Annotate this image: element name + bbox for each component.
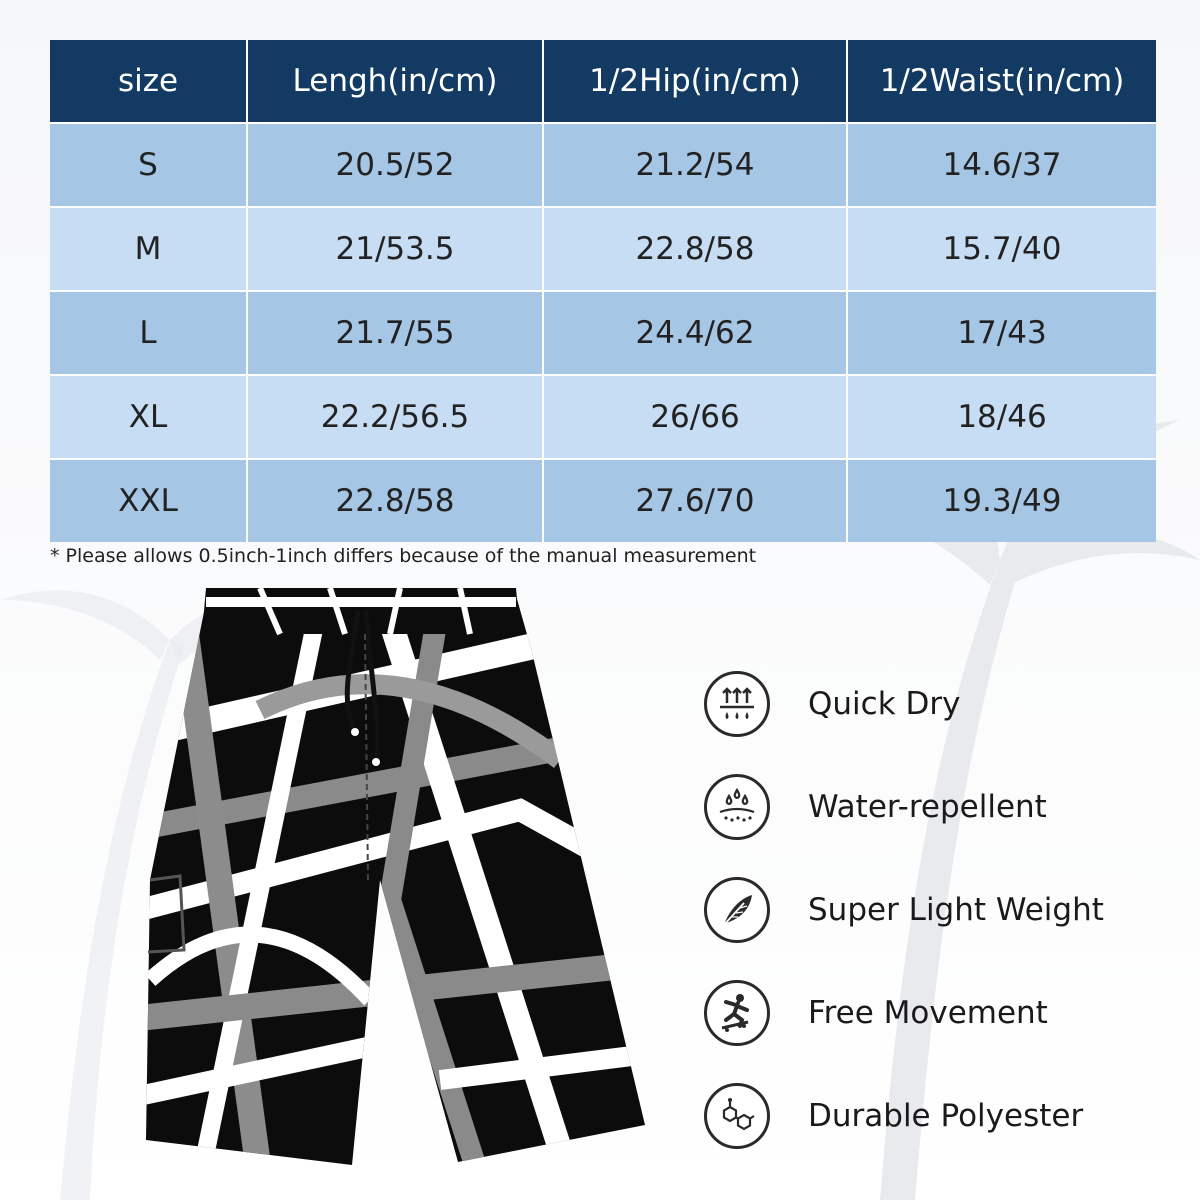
feature-label: Free Movement xyxy=(808,994,1048,1031)
table-cell-size: S xyxy=(50,124,246,206)
table-cell-size: XL xyxy=(50,376,246,458)
table-cell: 27.6/70 xyxy=(544,460,846,542)
table-cell: 26/66 xyxy=(544,376,846,458)
table-cell-size: XXL xyxy=(50,460,246,542)
table-cell: 20.5/52 xyxy=(248,124,542,206)
table-cell: 19.3/49 xyxy=(848,460,1156,542)
molecule-icon xyxy=(704,1083,770,1149)
table-cell: 22.2/56.5 xyxy=(248,376,542,458)
skater-icon xyxy=(704,980,770,1046)
quick-dry-icon xyxy=(704,671,770,737)
board-shorts-image xyxy=(140,580,660,1170)
table-header-cell: Lengh(in/cm) xyxy=(248,40,542,122)
table-cell: 15.7/40 xyxy=(848,208,1156,290)
feature-free-movement xyxy=(704,961,1174,1064)
table-cell: 22.8/58 xyxy=(544,208,846,290)
table-header-cell: 1/2Hip(in/cm) xyxy=(544,40,846,122)
table-cell: 21/53.5 xyxy=(248,208,542,290)
table-cell-size: M xyxy=(50,208,246,290)
table-cell: 22.8/58 xyxy=(248,460,542,542)
table-cell-size: L xyxy=(50,292,246,374)
feather-icon xyxy=(704,877,770,943)
feature-quick-dry xyxy=(704,652,1174,755)
feature-label: Durable Polyester xyxy=(808,1097,1084,1134)
feature-label: Quick Dry xyxy=(808,685,961,722)
size-chart-table xyxy=(50,40,1150,532)
table-header-cell: size xyxy=(50,40,246,122)
table-cell: 14.6/37 xyxy=(848,124,1156,206)
table-cell: 18/46 xyxy=(848,376,1156,458)
table-cell: 24.4/62 xyxy=(544,292,846,374)
feature-water-repellent xyxy=(704,755,1174,858)
feature-label: Water-repellent xyxy=(808,788,1047,825)
table-cell: 17/43 xyxy=(848,292,1156,374)
feature-durable-polyester xyxy=(704,1064,1174,1167)
table-cell: 21.7/55 xyxy=(248,292,542,374)
feature-list xyxy=(704,652,1174,1167)
measurement-note: * Please allows 0.5inch-1inch differs because of the manual measurement xyxy=(50,545,757,567)
table-header-cell: 1/2Waist(in/cm) xyxy=(848,40,1156,122)
water-repellent-icon xyxy=(704,774,770,840)
table-cell: 21.2/54 xyxy=(544,124,846,206)
feature-super-light-weight xyxy=(704,858,1174,961)
feature-label: Super Light Weight xyxy=(808,891,1104,928)
